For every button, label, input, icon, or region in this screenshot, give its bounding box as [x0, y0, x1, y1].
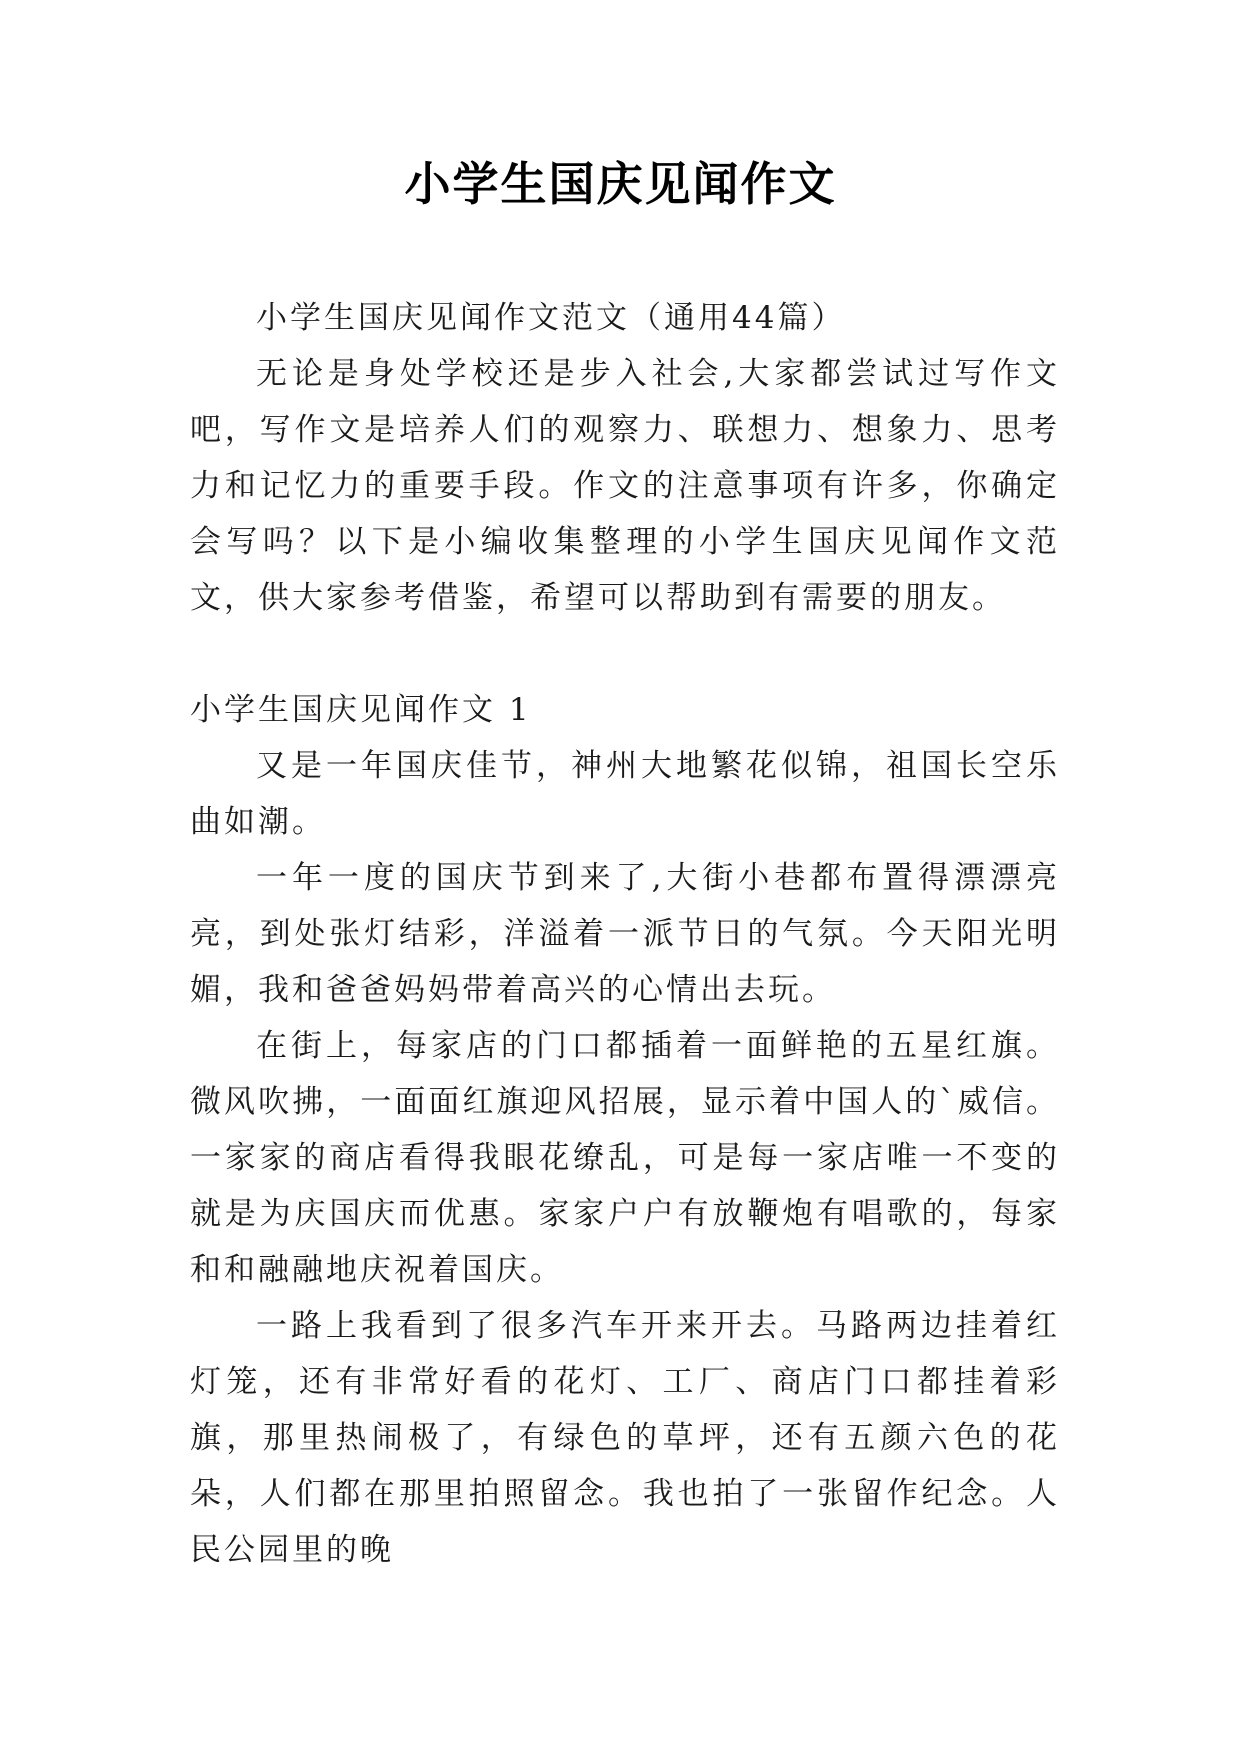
- body-paragraph: 一路上我看到了很多汽车开来开去。马路两边挂着红灯笼，还有非常好看的花灯、工厂、商店门口都挂着彩旗，那里热闹极了，有绿色的草坪，还有五颜六色的花朵，人们都在那里拍照留念。我也拍了一张留作纪念。人民公园里的晚: [190, 1308, 1060, 1568]
- paragraph-spacer: [190, 626, 1060, 682]
- document-body: [190, 290, 1060, 1578]
- body-paragraph: 一年一度的国庆节到来了,大街小巷都布置得漂漂亮亮，到处张灯结彩，洋溢着一派节日的气氛。今天阳光明媚，我和爸爸妈妈带着高兴的心情出去玩。: [190, 860, 1060, 1008]
- document-subtitle: 小学生国庆见闻作文范文（通用44篇）: [256, 300, 846, 336]
- body-paragraph: 在街上，每家店的门口都插着一面鲜艳的五星红旗。微风吹拂，一面面红旗迎风招展，显示着中国人的`威信。一家家的商店看得我眼花缭乱，可是每一家店唯一不变的就是为庆国庆而优惠。家家户户有放鞭炮有唱歌的，每家和和融融地庆祝着国庆。: [190, 1028, 1060, 1288]
- section-heading: 小学生国庆见闻作文 1: [190, 692, 532, 728]
- body-paragraph: 又是一年国庆佳节，神州大地繁花似锦，祖国长空乐曲如潮。: [190, 748, 1060, 840]
- intro-paragraph: 无论是身处学校还是步入社会,大家都尝试过写作文吧，写作文是培养人们的观察力、联想力、想象力、思考力和记忆力的重要手段。作文的注意事项有许多，你确定会写吗？以下是小编收集整理的小学生国庆见闻作文范文，供大家参考借鉴，希望可以帮助到有需要的朋友。: [190, 356, 1060, 616]
- document-title: 小学生国庆见闻作文: [404, 157, 837, 211]
